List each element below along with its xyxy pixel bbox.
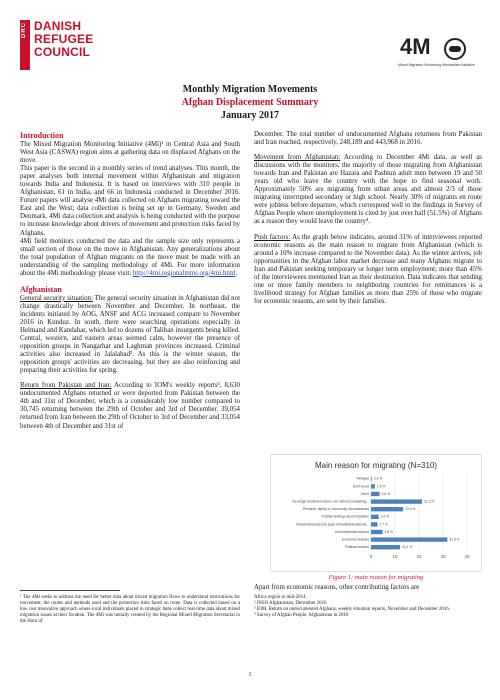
footnote-2: ² INSO Afghanistan, December 2016 [254, 601, 327, 607]
value-label: 31.8 % [449, 537, 460, 542]
chart-canvas [271, 455, 483, 573]
bar [371, 537, 447, 541]
category-label: No single dominant reason, but various compelling... [292, 499, 369, 504]
afghanistan-heading: Afghanistan [20, 284, 62, 294]
document-subtitle: Afghan Displacement Summary [181, 97, 319, 108]
bar [371, 515, 379, 519]
intro-paragraph-3-end: . [235, 269, 238, 277]
footnote-rule [20, 590, 120, 591]
value-label: 21.3 % [424, 499, 435, 504]
footnote-3: ³ IOM, Return on undocumented Afghans, weekly situation reports, November and December 2016. [254, 607, 450, 613]
return-label: Return from Pakistan and Iran: [20, 382, 112, 390]
category-label: Positive feelings about migration [321, 514, 369, 519]
document-title: Monthly Migration Movements [182, 84, 318, 95]
security-label: General security situation: [20, 294, 93, 302]
bar [371, 507, 403, 511]
drc-logo-line-2: REFUGEE [34, 32, 94, 46]
footnotes-right [254, 595, 482, 619]
value-label: 1.6 % [376, 484, 386, 489]
movement-label: Movement from Afghanistan: [254, 154, 341, 162]
value-label: 2.7 % [379, 522, 388, 527]
category-label: Refugee [356, 476, 369, 481]
drc-logo-text [34, 20, 93, 59]
return-text: According to IOM's weekly reports³, 8,630 undocumented Afghans returned or were deported from Pakistan between the 4th and 31st of December, which is a considerably low number compared to 30,745 returning between the 29th of October and 3rd of December. 39,054 returned from Iran between the 29th of October to 3rd of December and 33,054 between 4th of December and 31st of [20, 382, 240, 430]
x-tick-label: 30 [440, 554, 446, 559]
drc-logo-bar [20, 20, 30, 70]
figure-caption: Figure 1: main reason for migrating [328, 574, 424, 581]
left-column [20, 131, 240, 431]
bar [371, 499, 422, 503]
reasons-chart [270, 454, 482, 572]
bar [371, 530, 383, 534]
category-label: Infrastructure/access (lack of health/educational... [296, 522, 369, 527]
x-tick-label: 20 [416, 554, 422, 559]
right-column [254, 131, 482, 306]
bar [371, 545, 400, 549]
category-label: Environmental reasons [335, 529, 369, 534]
intro-paragraph-2: This paper is the second in a monthly series of trend analyses. This month, the paper analyses both internal movement within Afghanistan and migration towards India and Indonesia. It is based on interviews with 310 people in Afghanistan, 61 in India, and 66 in Indonesia conducted in December 2016. Future papers will analyse 4Mi data collected on Afghans migrating toward the East and the West; data collection is being set up in Germany, Sweden and Denmark. 4Mi data collection and analysis is being conducted with the purpose to increase knowledge about drivers of movement and protection risks faced by Afghans. [20, 165, 240, 237]
category-label: Don't know [352, 484, 369, 489]
footnote-1-continued: Africa region in mid-2014. [254, 595, 307, 600]
value-label: 0.3 % [373, 476, 383, 481]
bar [371, 492, 380, 496]
category-label: Political reasons [344, 545, 369, 550]
after-chart-paragraph: Apart from economic reasons, other contributing factors are [254, 584, 420, 591]
chart-title: Main reason for migrating (N=310) [314, 461, 438, 470]
globe-icon [444, 38, 466, 60]
push-factors-label: Push factors: [254, 233, 291, 241]
x-tick-label: 10 [392, 554, 398, 559]
push-factors-text: As the graph below indicates, around 31% of interviewees reported economic reasons as the main reason to migrate from Afghanistan (which is around a 10% increase compared to the November data). As the winter arrives, job opportunities in the Afghan labor market decrease and many Afghans migrate to Iran and Pakistan seeking temporary or longer term employment; more than 45% of the interviewees mentioned Iran as their destination. Data indicates that sending one or more family members to neighboring countries for remittances is a livelihood strategy for Afghan families as more than 25% of those who migrate for economic reasons, are sent by their families. [254, 233, 482, 305]
title-block [0, 84, 500, 121]
drc-logo-line-3: COUNCIL [34, 45, 91, 59]
category-label: Economic reasons [341, 537, 369, 542]
document-date: January 2017 [220, 110, 280, 121]
page-number: 1 [248, 672, 252, 678]
x-tick-label: 0 [369, 554, 373, 559]
drc-logo [20, 20, 130, 70]
security-paragraph [20, 295, 240, 375]
intro-paragraph-1: The Mixed Migration Monitoring Initiative (4Mi)¹ in Central Asia and South West Asia (CASWA) region aims at gathering data on displaced Afghans on the move. [20, 141, 240, 165]
movement-paragraph [254, 154, 482, 226]
category-label: Personal, family or community circumstances [302, 507, 369, 512]
mmi-logo-subtitle: Mixed Migration Monitoring Mechanism Initiative [398, 63, 475, 67]
footnote-4: ⁴ Survey of Afghan People, Afghanistan in 2016 [254, 613, 349, 619]
drc-logo-mark: DRC [21, 22, 27, 38]
movement-text: According to December 4Mi data, as well as discussions with the monitors, the majority of those migrating from Afghanistan towards Iran and Pakistan are Hazara and Pashtun adult men between 19 and 50 years old who leave the country with the hope to find seasonal work. Approximately 50% are migrating from urban areas and almost 2/3 of those migrating interrupted secondary or high school. Nearly 30% of migrants en route were jobless before departure, which correspond well to the findings in Survey of Afghan People where unemployment is cited by just over half (51.5%) of Afghans as a reason they would leave the country⁴. [254, 154, 482, 226]
footnote-1: ¹ The 4Mi seeks to address the need for better data about mixed migration flows to understand motivations for movement, the routes and methods used and the protection risks faced on route. Data is collected based on a low cost innovative approach where local individuals placed in strategic hubs collect real-time data about mixed migration issues at their location. The 4Mi was initially created by the Regional Mixed Migration Secretariat in the Horn of [20, 595, 240, 625]
value-label: 3.2 % [380, 514, 390, 519]
x-tick-label: 40 [464, 554, 470, 559]
intro-paragraph-3 [20, 238, 240, 278]
intro-paragraph-3-text: 4Mi field monitors conducted the data and the sample size only represents a small section of those on the move in Afghanistan. Any generalizations about the total population of Afghan migrants on the move must be made with an understanding of the sampling methodology of 4Mi. For more information about the 4Mi methodology please visit: [20, 237, 240, 277]
category-label: Other [360, 491, 369, 496]
mmi-logo [400, 36, 480, 76]
bar [371, 522, 377, 526]
bar [371, 484, 375, 488]
security-text: The general security situation in Afghanistan did not change drastically between November and December. In northeast, the incidents initiated by AOG, ANSF and ACG increased compare to November 2016 in Kunduz. In south, there were searching operations especially in Helmand and Kandahar, which led to dozens of Taliban insurgents being killed. Central, western, and eastern areas seemed calm, however the presence of opposition groups in Nangarhar and Laghman provinces increased. Criminal activities also increased in Jalalabad². As this is the winter season, the opposition groups' activities are decreasing, but they are also reinforcing and preparing their activities for spring. [20, 294, 240, 375]
mmi-logo-text: 4M [400, 34, 431, 59]
return-paragraph-continued: December. The total number of undocumented Afghans returnees from Pakistan and Iran reached, respectively, 248,189 and 443,968 in 2016. [254, 131, 482, 147]
bar [371, 477, 372, 481]
drc-logo-line-1: DANISH [34, 19, 82, 33]
value-label: 13.4 % [405, 507, 416, 512]
footnotes-left [20, 595, 240, 625]
value-label: 4.8 % [384, 529, 393, 534]
push-factors-paragraph [254, 234, 482, 306]
methodology-link[interactable]: http://4mi.regionalmms.org/4mi.html [132, 269, 236, 277]
return-paragraph [20, 382, 240, 430]
after-chart-text [254, 584, 482, 592]
value-label: 3.6 % [381, 491, 391, 496]
value-label: 12.1 % [402, 545, 413, 550]
introduction-heading: Introduction [20, 131, 64, 140]
